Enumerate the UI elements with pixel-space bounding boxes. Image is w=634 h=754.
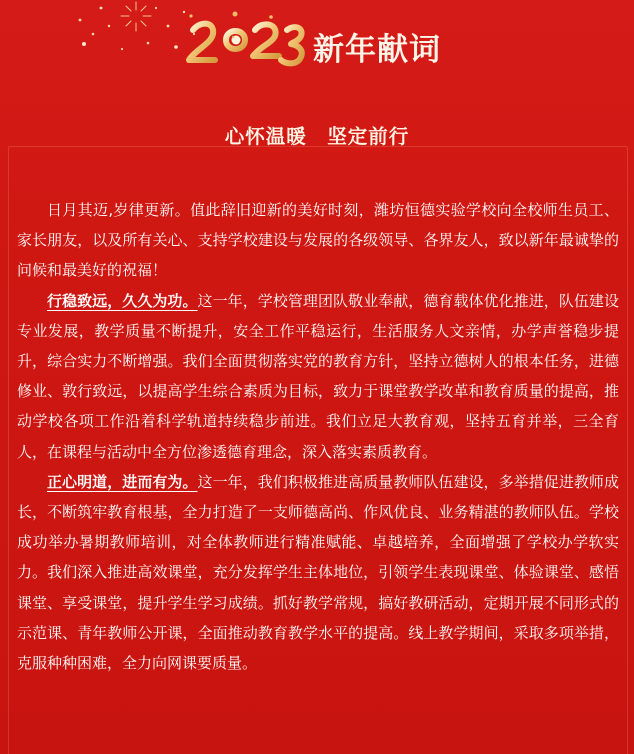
paragraph-teacher-development-lead: 正心明道，进而有为。: [47, 472, 198, 491]
article-content: [17, 195, 619, 678]
year-2023-graphic: [177, 6, 305, 74]
paragraph-greeting-text: 日月其迈,岁律更新。值此辞旧迎新的美好时刻，潍坊恒德实验学校向全校师生员工、家长朋友，以及所有关心、支持学校建设与发展的各级领导、各界友人，致以新年最诚挚的问候和最美好的祝福！: [17, 201, 619, 280]
article-subtitle: 心怀温暖 坚定前行: [224, 125, 410, 148]
paragraph-greeting: [17, 195, 619, 286]
paragraph-teacher-development: [17, 467, 619, 678]
paragraph-teacher-development-text: 这一年，我们积极推进高质量教师队伍建设，多举措促进教师成长，不断筑牢教育根基，全力打造了一支师德高尚、作风优良、业务精湛的教师队伍。学校成功举办暑期教师培训，对全体教师进行精准赋能、卓越培养，全面增强了学校办学软实力。我们深入推进高效课堂，充分发挥学生主体地位，引领学生表现课堂、体验课堂、感悟课堂、享受课堂，提升学生学习成绩。抓好教学常规，搞好教研活动，定期开展不同形式的示范课、青年教师公开课，全面推动教育教学水平的提高。线上教学期间，采取多项举措，克服种种困难，全力向网课要质量。: [17, 472, 619, 673]
paragraph-steady-progress: [17, 286, 619, 467]
paragraph-steady-progress-text: 这一年，学校管理团队敬业奉献，德育载体优化推进，队伍建设专业发展，教学质量不断提升，安全工作平稳运行，生活服务人文亲情，办学声誉稳步提升，综合实力不断增强。我们全面贯彻落实党的教育方针，坚持立德树人的根本任务，进德修业、敦行致远，以提高学生综合素质为目标，致力于课堂教学改革和教育质量的提高，推动学校各项工作沿着科学轨道持续稳步前进。我们立足大教育观，坚持五育并举，三全育人，在课程与活动中全方位渗透德育理念，深入落实素质教育。: [17, 291, 619, 461]
paragraph-steady-progress-lead: 行稳致远，久久为功。: [47, 291, 198, 310]
header: [0, 0, 634, 110]
page-title: 新年献词: [313, 32, 441, 68]
